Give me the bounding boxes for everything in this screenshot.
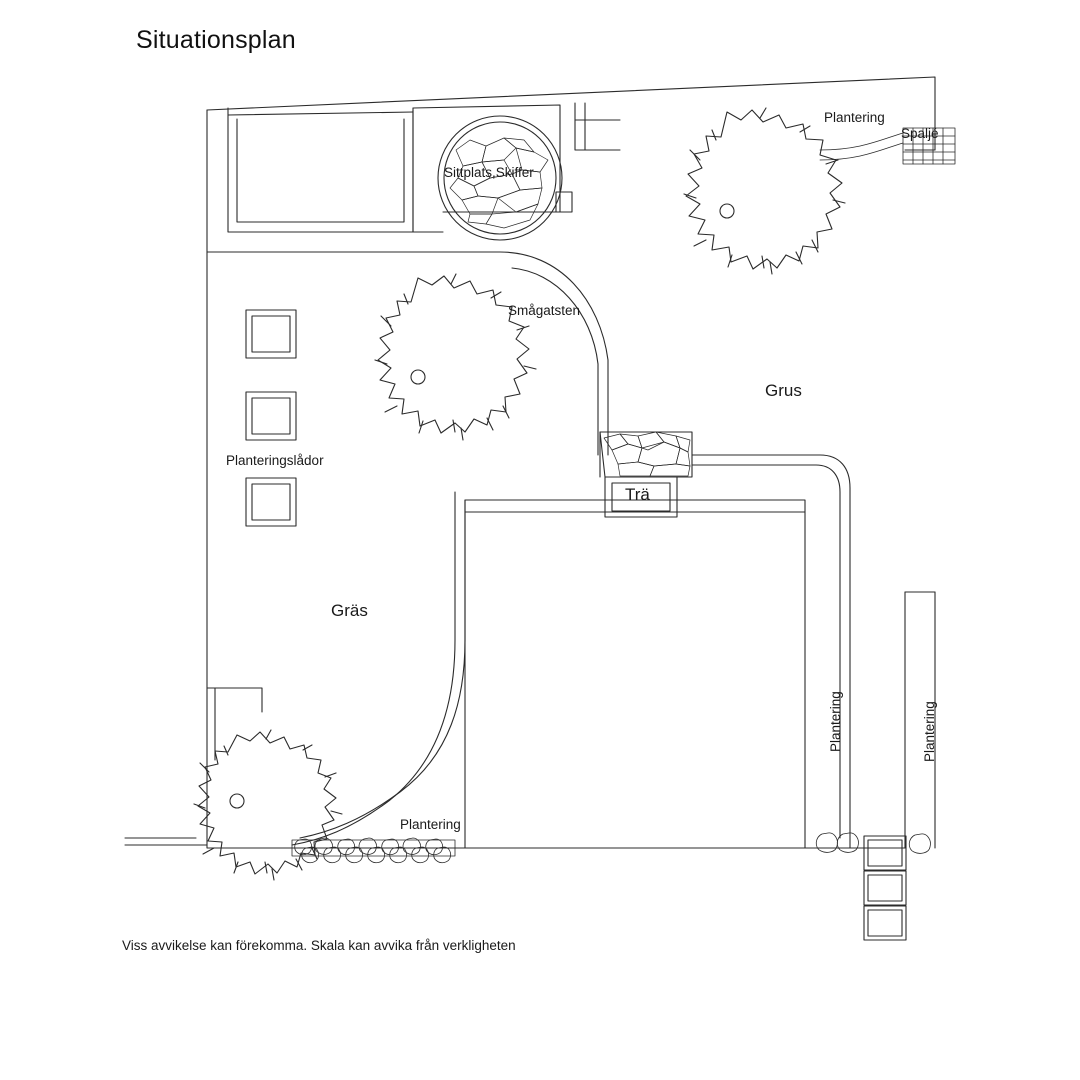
cobblestone-path <box>500 252 608 455</box>
label-plantering-right-outer: Plantering <box>922 701 937 762</box>
planter-boxes <box>246 310 296 526</box>
lawn-paths <box>292 492 465 845</box>
label-gras: Gräs <box>331 601 368 620</box>
top-terrace <box>413 103 620 212</box>
label-plantering-right-inner: Plantering <box>828 691 843 752</box>
main-house <box>465 500 805 848</box>
label-plantering-bottom: Plantering <box>400 817 461 832</box>
label-tra: Trä <box>625 485 650 504</box>
label-sittplats-skiffer: Sittplats,Skiffer <box>444 165 534 180</box>
tree-top-right <box>684 108 845 274</box>
label-planteringslador: Planteringslådor <box>226 453 324 468</box>
label-plantering-top: Plantering <box>824 110 885 125</box>
footnote: Viss avvikelse kan förekomma. Skala kan avvika från verkligheten <box>122 938 516 953</box>
lower-left-entrance <box>125 688 262 845</box>
stepping-slabs <box>864 836 906 940</box>
tree-bottom-left <box>194 730 342 880</box>
label-smagatsten: Smågatsten <box>508 303 581 318</box>
label-grus: Grus <box>765 381 802 400</box>
label-spalje: Spaljé <box>901 126 939 141</box>
gravel-edges <box>692 455 850 848</box>
tree-center <box>375 274 536 440</box>
page-title: Situationsplan <box>136 26 296 54</box>
